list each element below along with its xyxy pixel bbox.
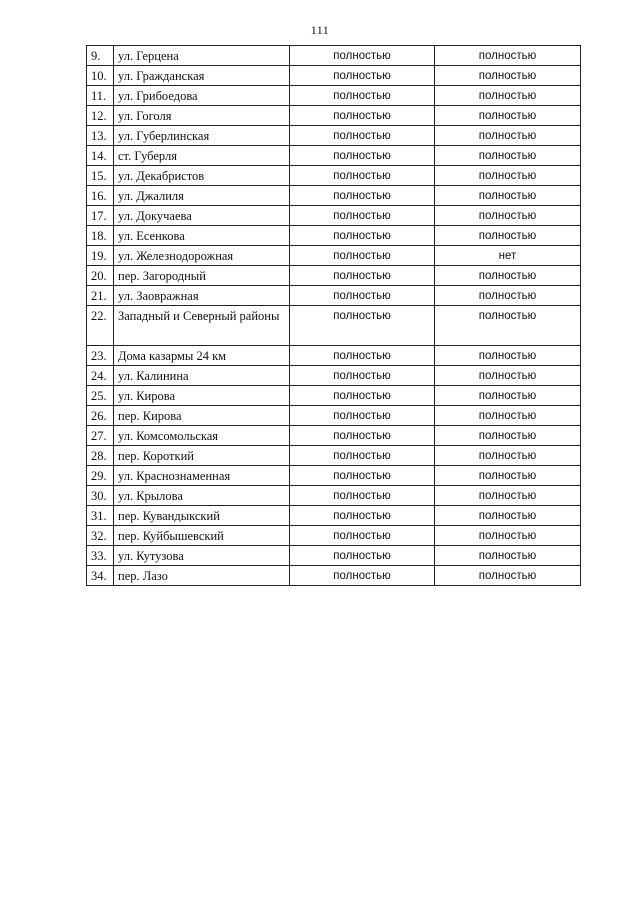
row-number: 31.: [87, 506, 114, 526]
row-number: 11.: [87, 86, 114, 106]
street-name: ул. Гражданская: [114, 66, 290, 86]
street-name: ул. Заовражная: [114, 286, 290, 306]
status-cell-1: полностью: [290, 266, 435, 286]
status-cell-1: полностью: [290, 386, 435, 406]
table-row: [87, 246, 581, 266]
street-name: ул. Кутузова: [114, 546, 290, 566]
table-row: [87, 506, 581, 526]
status-cell-1: полностью: [290, 446, 435, 466]
status-cell-2: полностью: [435, 86, 581, 106]
street-name: ул. Джалиля: [114, 186, 290, 206]
table-row: [87, 386, 581, 406]
status-cell-2: полностью: [435, 186, 581, 206]
row-number: 23.: [87, 346, 114, 366]
street-name: ул. Грибоедова: [114, 86, 290, 106]
street-name: ул. Калинина: [114, 366, 290, 386]
status-cell-2: полностью: [435, 346, 581, 366]
status-cell-1: полностью: [290, 86, 435, 106]
status-cell-1: полностью: [290, 46, 435, 66]
status-cell-1: полностью: [290, 126, 435, 146]
street-name: ул. Герцена: [114, 46, 290, 66]
street-name: ул. Докучаева: [114, 206, 290, 226]
street-name: пер. Куйбышевский: [114, 526, 290, 546]
row-number: 14.: [87, 146, 114, 166]
streets-table: [86, 45, 581, 586]
status-cell-1: полностью: [290, 106, 435, 126]
status-cell-1: полностью: [290, 346, 435, 366]
status-cell-1: полностью: [290, 306, 435, 346]
status-cell-2: полностью: [435, 66, 581, 86]
row-number: 22.: [87, 306, 114, 346]
status-cell-1: полностью: [290, 206, 435, 226]
status-cell-2: полностью: [435, 486, 581, 506]
row-number: 15.: [87, 166, 114, 186]
table-row: [87, 526, 581, 546]
row-number: 24.: [87, 366, 114, 386]
status-cell-1: полностью: [290, 406, 435, 426]
table-row: [87, 566, 581, 586]
status-cell-1: полностью: [290, 366, 435, 386]
table-row: [87, 306, 581, 346]
street-name: ул. Крылова: [114, 486, 290, 506]
table-row: [87, 66, 581, 86]
row-number: 26.: [87, 406, 114, 426]
status-cell-2: полностью: [435, 206, 581, 226]
street-name: ул. Кирова: [114, 386, 290, 406]
table-row: [87, 266, 581, 286]
table-row: [87, 426, 581, 446]
row-number: 33.: [87, 546, 114, 566]
street-name: ст. Губерля: [114, 146, 290, 166]
row-number: 27.: [87, 426, 114, 446]
row-number: 30.: [87, 486, 114, 506]
row-number: 12.: [87, 106, 114, 126]
status-cell-2: полностью: [435, 386, 581, 406]
status-cell-2: полностью: [435, 566, 581, 586]
status-cell-1: полностью: [290, 146, 435, 166]
status-cell-2: полностью: [435, 226, 581, 246]
street-name: пер. Кувандыкский: [114, 506, 290, 526]
status-cell-2: полностью: [435, 166, 581, 186]
row-number: 13.: [87, 126, 114, 146]
status-cell-2: полностью: [435, 46, 581, 66]
street-name: ул. Есенкова: [114, 226, 290, 246]
status-cell-2: полностью: [435, 106, 581, 126]
status-cell-1: полностью: [290, 506, 435, 526]
row-number: 21.: [87, 286, 114, 306]
status-cell-1: полностью: [290, 566, 435, 586]
status-cell-2: полностью: [435, 406, 581, 426]
row-number: 19.: [87, 246, 114, 266]
street-name: Западный и Северный районы: [114, 306, 290, 346]
status-cell-1: полностью: [290, 166, 435, 186]
table-row: [87, 186, 581, 206]
table-row: [87, 146, 581, 166]
status-cell-2: полностью: [435, 526, 581, 546]
status-cell-1: полностью: [290, 426, 435, 446]
table-row: [87, 366, 581, 386]
table-row: [87, 486, 581, 506]
status-cell-2: нет: [435, 246, 581, 266]
status-cell-2: полностью: [435, 546, 581, 566]
status-cell-2: полностью: [435, 266, 581, 286]
status-cell-1: полностью: [290, 466, 435, 486]
street-name: ул. Железнодорожная: [114, 246, 290, 266]
table-row: [87, 106, 581, 126]
status-cell-2: полностью: [435, 426, 581, 446]
row-number: 10.: [87, 66, 114, 86]
status-cell-2: полностью: [435, 146, 581, 166]
street-name: ул. Губерлинская: [114, 126, 290, 146]
status-cell-1: полностью: [290, 226, 435, 246]
street-name: пер. Кирова: [114, 406, 290, 426]
table-row: [87, 126, 581, 146]
table-row: [87, 86, 581, 106]
row-number: 9.: [87, 46, 114, 66]
status-cell-1: полностью: [290, 286, 435, 306]
row-number: 25.: [87, 386, 114, 406]
status-cell-1: полностью: [290, 486, 435, 506]
status-cell-1: полностью: [290, 246, 435, 266]
status-cell-1: полностью: [290, 186, 435, 206]
street-name: пер. Короткий: [114, 446, 290, 466]
status-cell-2: полностью: [435, 506, 581, 526]
table-row: [87, 46, 581, 66]
table-row: [87, 446, 581, 466]
table-row: [87, 166, 581, 186]
street-name: ул. Комсомольская: [114, 426, 290, 446]
status-cell-2: полностью: [435, 466, 581, 486]
table-row: [87, 206, 581, 226]
row-number: 32.: [87, 526, 114, 546]
table-row: [87, 406, 581, 426]
row-number: 20.: [87, 266, 114, 286]
table-row: [87, 466, 581, 486]
table-row: [87, 226, 581, 246]
table-row: [87, 346, 581, 366]
status-cell-1: полностью: [290, 546, 435, 566]
row-number: 18.: [87, 226, 114, 246]
status-cell-1: полностью: [290, 526, 435, 546]
table-row: [87, 286, 581, 306]
table-row: [87, 546, 581, 566]
page-number: 111: [310, 23, 330, 37]
status-cell-2: полностью: [435, 286, 581, 306]
row-number: 34.: [87, 566, 114, 586]
status-cell-2: полностью: [435, 306, 581, 346]
street-name: ул. Гоголя: [114, 106, 290, 126]
status-cell-2: полностью: [435, 446, 581, 466]
street-name: ул. Декабристов: [114, 166, 290, 186]
street-name: ул. Краснознаменная: [114, 466, 290, 486]
street-name: пер. Лазо: [114, 566, 290, 586]
status-cell-2: полностью: [435, 126, 581, 146]
status-cell-1: полностью: [290, 66, 435, 86]
street-name: пер. Загородный: [114, 266, 290, 286]
row-number: 17.: [87, 206, 114, 226]
row-number: 16.: [87, 186, 114, 206]
street-name: Дома казармы 24 км: [114, 346, 290, 366]
row-number: 29.: [87, 466, 114, 486]
status-cell-2: полностью: [435, 366, 581, 386]
row-number: 28.: [87, 446, 114, 466]
